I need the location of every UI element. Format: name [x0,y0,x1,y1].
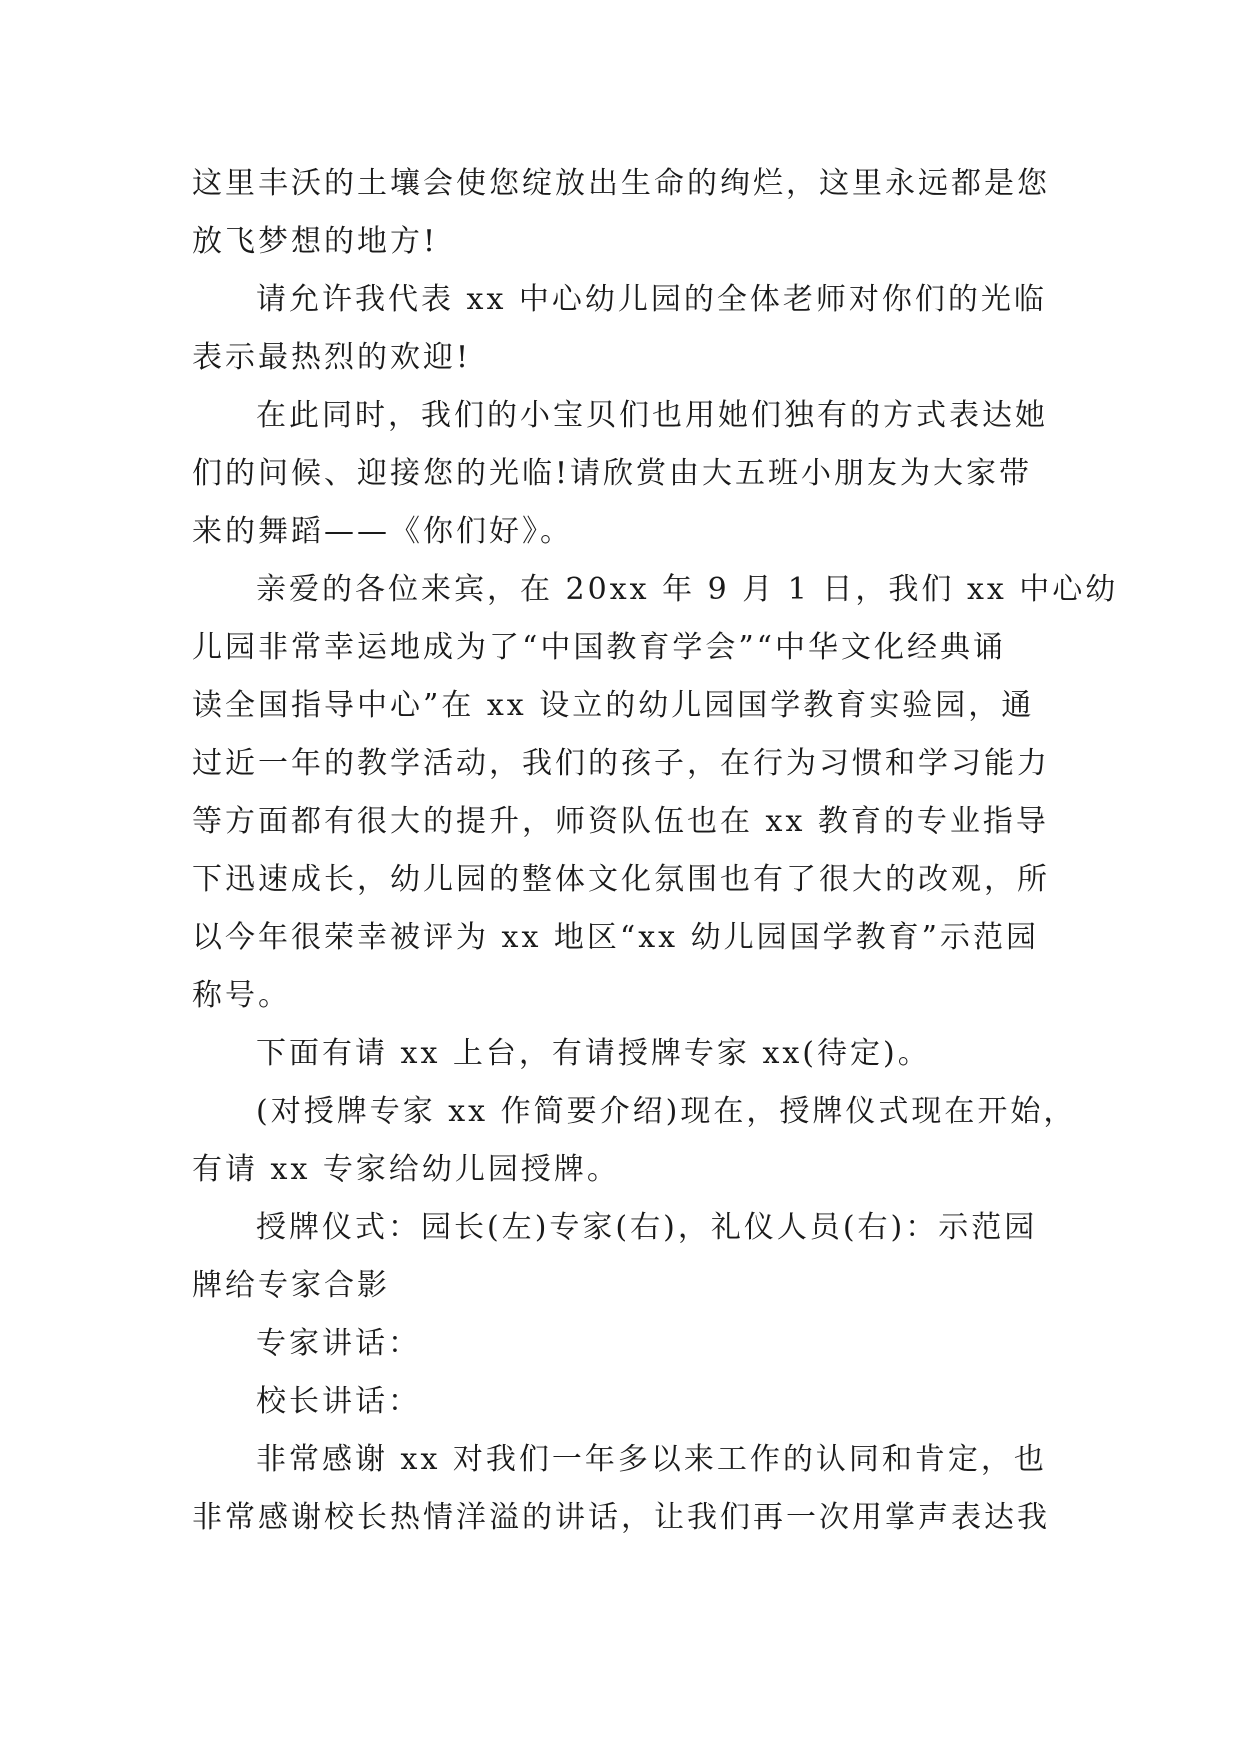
text-line: 儿园非常幸运地成为了“中国教育学会”“中华文化经典诵 [192,630,1007,665]
text-line: 请允许我代表 xx 中心幼儿园的全体老师对你们的光临 [256,282,1047,317]
text-line: 过近一年的教学活动，我们的孩子，在行为习惯和学习能力 [192,746,1050,781]
document-body [192,155,1119,1547]
text-line: 下面有请 xx 上台，有请授牌专家 xx(待定)。 [256,1036,931,1071]
text-line: 非常感谢校长热情洋溢的讲话，让我们再一次用掌声表达我 [192,1500,1050,1535]
text-line: 牌给专家合影 [192,1268,390,1303]
text-line: 称号。 [192,978,291,1013]
text-line: 等方面都有很大的提升，师资队伍也在 xx 教育的专业指导 [192,804,1049,839]
text-line: 授牌仪式：园长(左)专家(右)，礼仪人员(右)：示范园 [256,1210,1038,1245]
text-line: 专家讲话： [256,1326,421,1361]
text-line: 非常感谢 xx 对我们一年多以来工作的认同和肯定，也 [256,1442,1047,1477]
text-line: 亲爱的各位来宾，在 20xx 年 9 月 1 日，我们 xx 中心幼 [256,572,1119,607]
text-line: 表示最热烈的欢迎! [192,340,472,375]
text-line: 校长讲话： [256,1384,421,1419]
text-line: 们的问候、迎接您的光临!请欣赏由大五班小朋友为大家带 [192,456,1033,491]
text-line: (对授牌专家 xx 作简要介绍)现在，授牌仪式现在开始， [256,1094,1077,1129]
text-line: 来的舞蹈——《你们好》。 [192,514,573,549]
text-line: 有请 xx 专家给幼儿园授牌。 [192,1152,620,1187]
text-line: 在此同时，我们的小宝贝们也用她们独有的方式表达她 [256,398,1048,433]
text-line: 下迅速成长，幼儿园的整体文化氛围也有了很大的改观，所 [192,862,1050,897]
text-line: 以今年很荣幸被评为 xx 地区“xx 幼儿园国学教育”示范园 [192,920,1039,955]
text-line: 读全国指导中心”在 xx 设立的幼儿园国学教育实验园，通 [192,688,1035,723]
text-line: 这里丰沃的土壤会使您绽放出生命的绚烂，这里永远都是您 [192,166,1050,201]
text-line: 放飞梦想的地方! [192,224,439,259]
